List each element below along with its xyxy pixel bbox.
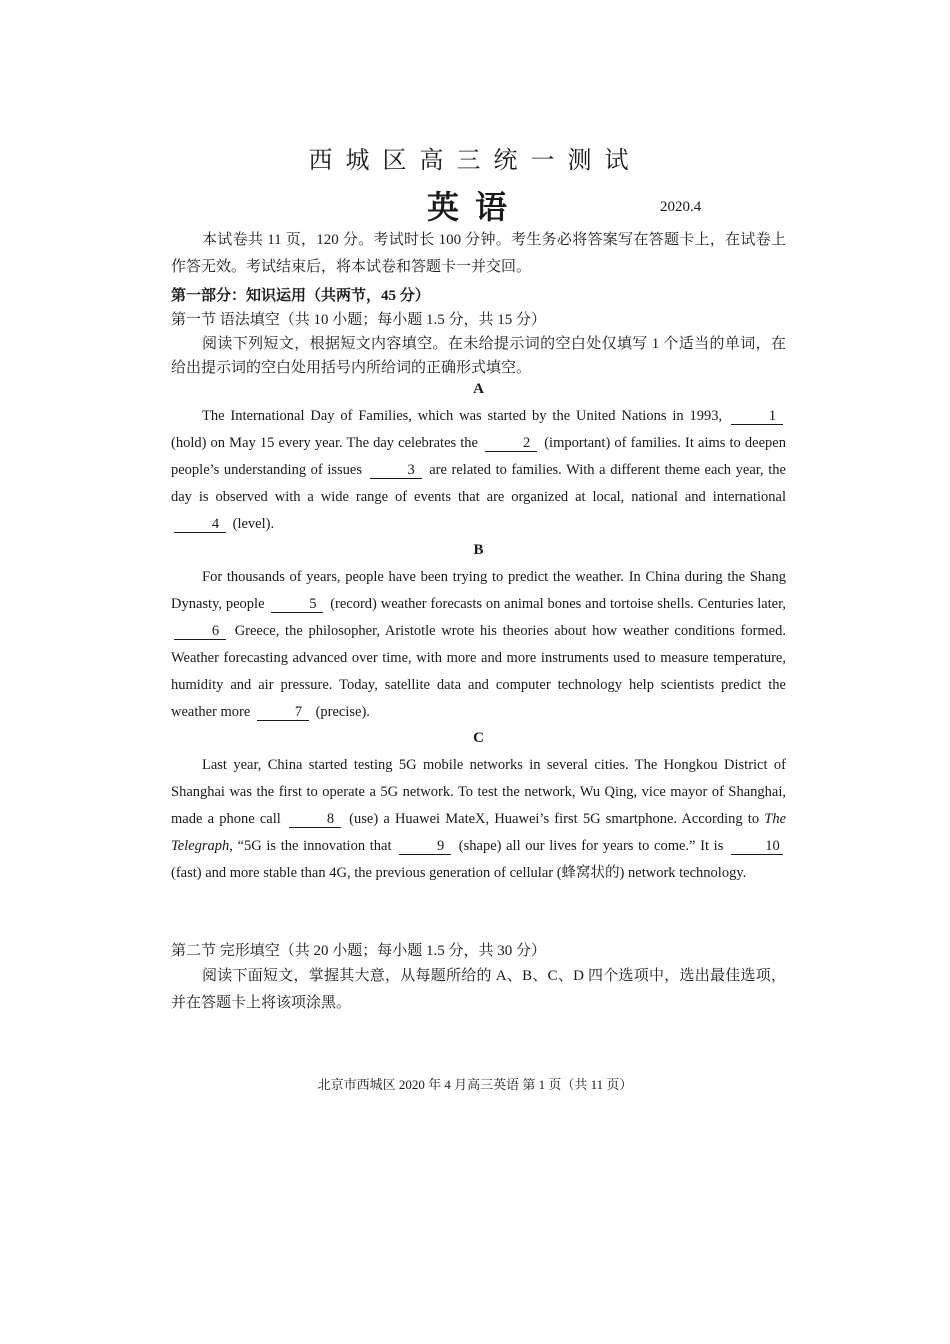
passage-a: [171, 376, 786, 538]
exam-title: 西城区高三统一测试: [308, 148, 642, 174]
answer-blank: 7: [257, 704, 309, 721]
section2-heading: 第二节 完形填空（共 20 小题；每小题 1.5 分，共 30 分）: [171, 943, 547, 959]
answer-blank: 3: [370, 462, 422, 479]
answer-blank: 2: [485, 435, 537, 452]
intro-text: 本试卷共 11 页，120 分。考试时长 100 分钟。考生务必将答案写在答题卡上，在试卷上作答无效。考试结束后，将本试卷和答题卡一并交回。: [171, 232, 786, 275]
part1-heading: 第一部分：知识运用（共两节，45 分）: [171, 288, 430, 304]
passage-segment: (fast) and more stable than 4G, the previous generation of cellular (蜂窝状的) network technology.: [171, 865, 747, 881]
passage-text: [171, 403, 786, 538]
passage-c: [171, 725, 786, 887]
page-footer: 北京市西城区 2020 年 4 月高三英语 第 1 页（共 11 页）: [317, 1077, 633, 1092]
section1-instruction: 阅读下列短文，根据短文内容填空。在未给提示词的空白处仅填写 1 个适当的单词，在给出提示词的空白处用括号内所给词的正确形式填空。: [171, 336, 786, 376]
passage-label: A: [473, 381, 484, 397]
passage-segment: (use) a Huawei MateX, Huawei’s first 5G smartphone. According to: [343, 811, 760, 827]
answer-blank: 10: [731, 838, 783, 855]
intro-block: [171, 227, 786, 281]
answer-blank: 6: [174, 623, 226, 640]
passage-segment: For thousands of years, people have been trying to predict the weather. In China during the Shang Dynasty, people: [171, 569, 786, 612]
passage-segment: (record) weather forecasts on animal bones and tortoise shells. Centuries later,: [326, 596, 786, 612]
subject-title: 英语: [426, 189, 523, 225]
passage-segment: Greece, the philosopher, Aristotle wrote his theories about how weather conditions formed. Weather forecasting advanced over time, with more and more instruments used to measure temperature, humidity and air pressure. Today, satellite data and computer technology help scientists predict the weather more: [171, 623, 786, 720]
passage-label: C: [473, 730, 484, 746]
passage-label: B: [473, 542, 484, 558]
part1-header: [171, 284, 786, 380]
newspaper-title: The Telegraph: [171, 811, 787, 854]
answer-blank: 9: [399, 838, 451, 855]
section1-heading: 第一节 语法填空（共 10 小题；每小题 1.5 分，共 15 分）: [171, 312, 547, 328]
answer-blank: 4: [174, 516, 226, 533]
exam-date: 2020.4: [660, 199, 702, 215]
passage-segment: The International Day of Families, which was started by the United Nations in 1993,: [202, 408, 728, 424]
passage-text: [171, 564, 786, 726]
passage-segment: (level).: [229, 516, 275, 532]
answer-blank: 1: [731, 408, 783, 425]
passage-segment: (hold) on May 15 every year. The day celebrates the: [171, 435, 483, 451]
passage-text: [171, 752, 786, 887]
answer-blank: 8: [289, 811, 341, 828]
passage-segment: (shape) all our lives for years to come.” It is: [454, 838, 728, 854]
passage-segment: are related to families. With a different theme each year, the day is observed with a wide range of events that are organized at local, national and international: [171, 462, 786, 505]
passage-segment: (precise).: [311, 704, 370, 720]
passage-segment: , “5G is the innovation that: [229, 838, 397, 854]
passage-b: [171, 537, 786, 726]
section2-block: [171, 939, 786, 1017]
passage-segment: Last year, China started testing 5G mobile networks in several cities. The Hongkou District of Shanghai was the first to operate a 5G network. To test the network, Wu Qing, vice mayor of Shanghai, made a phone call: [171, 757, 786, 827]
answer-blank: 5: [271, 596, 323, 613]
section2-instruction: 阅读下面短文，掌握其大意，从每题所给的 A、B、C、D 四个选项中，选出最佳选项，并在答题卡上将该项涂黑。: [171, 968, 786, 1011]
passage-segment: (important) of families. It aims to deepen people’s understanding of issues: [171, 435, 786, 478]
